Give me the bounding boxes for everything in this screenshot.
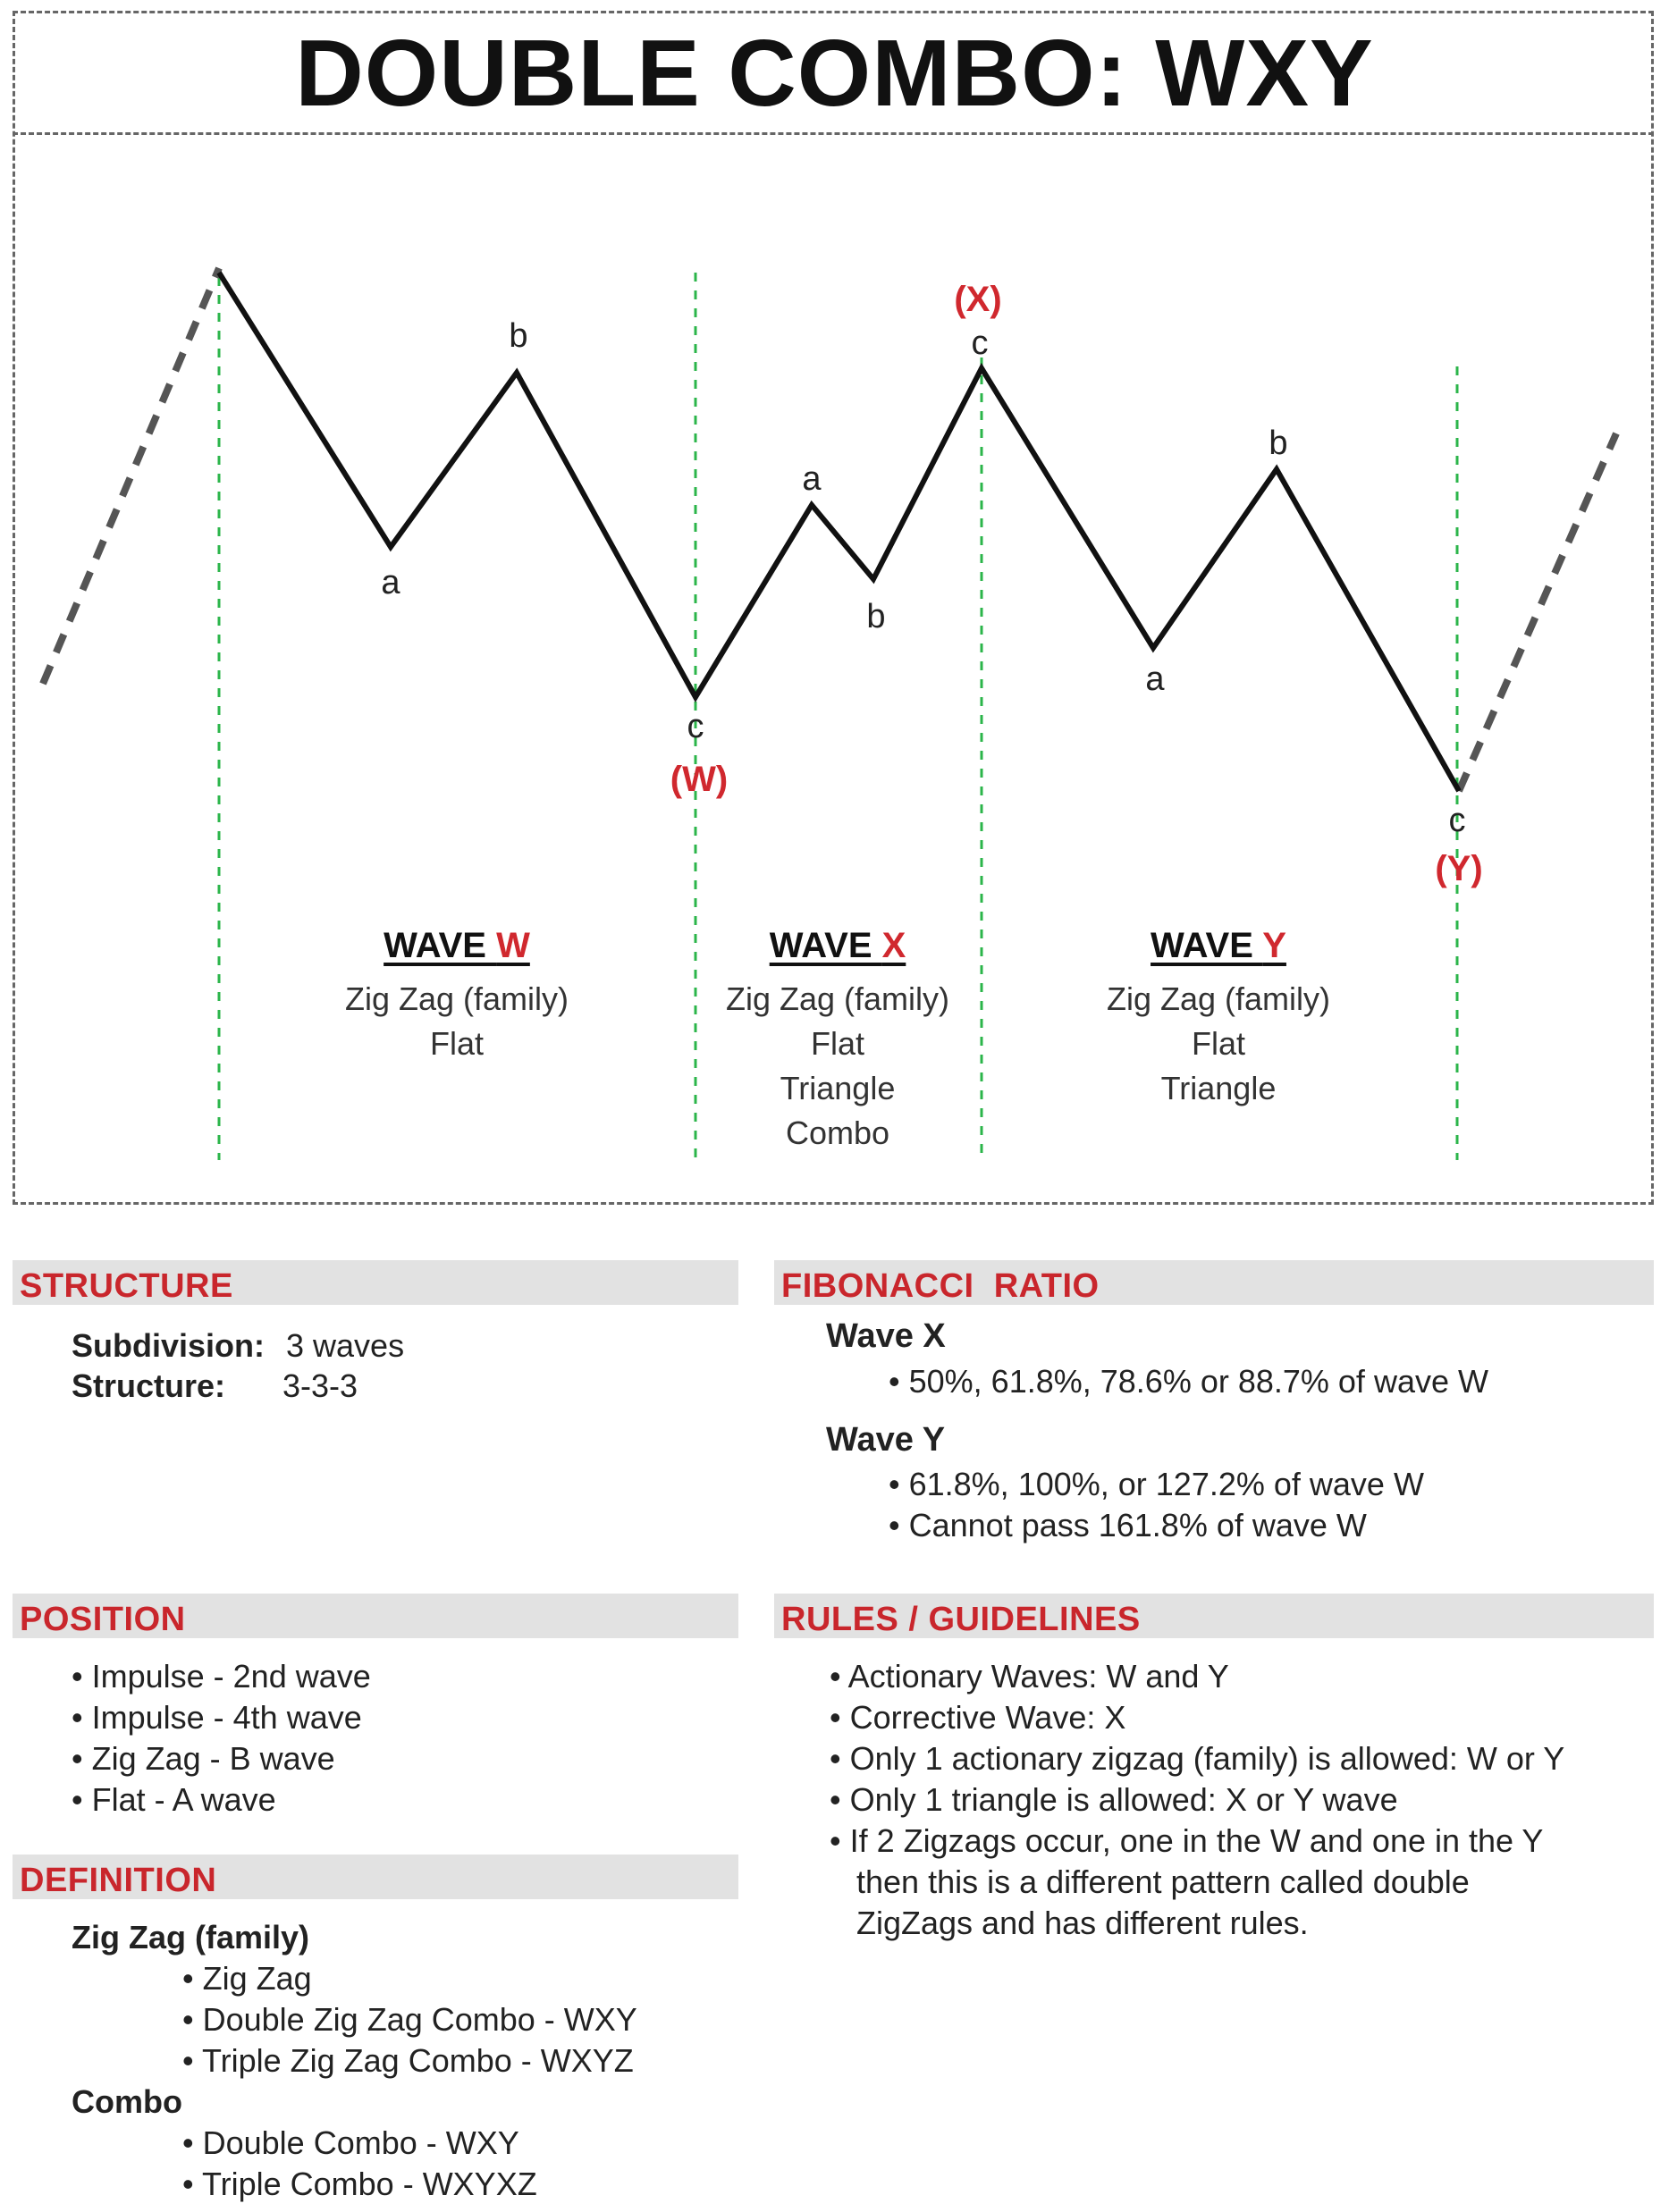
position-item: • Flat - A wave xyxy=(72,1781,276,1819)
definition-combo-item: • Triple Combo - WXYXZ xyxy=(182,2166,537,2203)
rule-continuation: ZigZags and has different rules. xyxy=(856,1905,1309,1941)
definition-combo-label: Combo xyxy=(72,2083,182,2120)
definition-zigzag-item: • Triple Zig Zag Combo - WXYZ xyxy=(182,2042,634,2080)
wave-y-type: Flat xyxy=(1191,1025,1245,1062)
wave-x-label xyxy=(659,926,1016,1156)
fib-wave-y-label: Wave Y xyxy=(826,1421,946,1459)
page-title: DOUBLE COMBO: WXY xyxy=(295,21,1374,126)
definition-zigzag-label: Zig Zag (family) xyxy=(72,1919,310,1955)
rule-item: • Actionary Waves: W and Y xyxy=(830,1658,1229,1695)
fib-wave-x-item: • 50%, 61.8%, 78.6% or 88.7% of wave W xyxy=(889,1363,1488,1400)
wave-y-heading: WAVE Y xyxy=(1151,926,1286,965)
point-label-b-3: b xyxy=(1269,425,1288,462)
point-label-a-2: a xyxy=(802,460,822,498)
wave-w-type: Zig Zag (family) xyxy=(344,980,569,1017)
subdivision-value: 3 waves xyxy=(286,1327,405,1364)
fib-wave-y-item: • 61.8%, 100%, or 127.2% of wave W xyxy=(889,1466,1424,1503)
subdivision-label: Subdivision: xyxy=(72,1327,265,1364)
structure-label: Structure: xyxy=(72,1367,226,1404)
position-item: • Impulse - 2nd wave xyxy=(72,1658,371,1695)
lead-in-dashed-line xyxy=(43,268,219,684)
wave-x-type: Zig Zag (family) xyxy=(725,980,950,1017)
structure-value: 3-3-3 xyxy=(282,1367,358,1404)
wave-x-type: Triangle xyxy=(780,1070,896,1106)
rule-item: • Only 1 actionary zigzag (family) is allowed: W or Y xyxy=(830,1740,1564,1778)
wave-x-type: Combo xyxy=(785,1114,890,1151)
rule-item: • If 2 Zigzags occur, one in the W and one in the Y xyxy=(830,1822,1543,1860)
definition-combo-item: • Double Combo - WXY xyxy=(182,2124,519,2162)
wave-x-heading: WAVE X xyxy=(769,926,906,965)
point-label-b-2: b xyxy=(866,598,886,635)
fibonacci-section-header: FIBONACCI RATIO xyxy=(774,1260,1654,1305)
point-label-a-3: a xyxy=(1145,660,1165,698)
point-label-c-1: c xyxy=(687,708,704,745)
fib-wave-y-item: • Cannot pass 161.8% of wave W xyxy=(889,1507,1367,1544)
wave-path xyxy=(219,273,1459,791)
definition-zigzag-item: • Double Zig Zag Combo - WXY xyxy=(182,2001,637,2039)
position-section-header: POSITION xyxy=(13,1594,738,1638)
wave-marker-w: (W) xyxy=(670,760,729,799)
wave-w-label xyxy=(278,926,636,1066)
wave-x-type: Flat xyxy=(810,1025,864,1062)
definition-section-header: DEFINITION xyxy=(13,1855,738,1899)
point-label-b-1: b xyxy=(509,317,528,355)
definition-zigzag-item: • Zig Zag xyxy=(182,1960,312,1998)
wave-w-type: Flat xyxy=(429,1025,484,1062)
wave-marker-y: (Y) xyxy=(1435,849,1483,888)
point-label-a-1: a xyxy=(381,564,400,601)
rule-item: • Only 1 triangle is allowed: X or Y wave xyxy=(830,1781,1398,1819)
lead-out-dashed-line xyxy=(1459,433,1616,791)
position-item: • Impulse - 4th wave xyxy=(72,1699,362,1737)
wave-y-type: Triangle xyxy=(1160,1070,1277,1106)
fib-wave-x-label: Wave X xyxy=(826,1317,946,1355)
position-item: • Zig Zag - B wave xyxy=(72,1740,335,1778)
rule-item: • Corrective Wave: X xyxy=(830,1699,1125,1737)
wave-y-label xyxy=(1040,926,1397,1111)
point-label-c-3: c xyxy=(1448,802,1466,839)
rule-continuation: then this is a different pattern called double xyxy=(856,1863,1470,1900)
point-label-c-2: c xyxy=(971,324,989,362)
wave-marker-x: (X) xyxy=(954,280,1002,319)
wave-y-type: Zig Zag (family) xyxy=(1106,980,1331,1017)
wave-w-heading: WAVE W xyxy=(384,926,530,965)
structure-section-header: STRUCTURE xyxy=(13,1260,738,1305)
rules-section-header: RULES / GUIDELINES xyxy=(774,1594,1654,1638)
